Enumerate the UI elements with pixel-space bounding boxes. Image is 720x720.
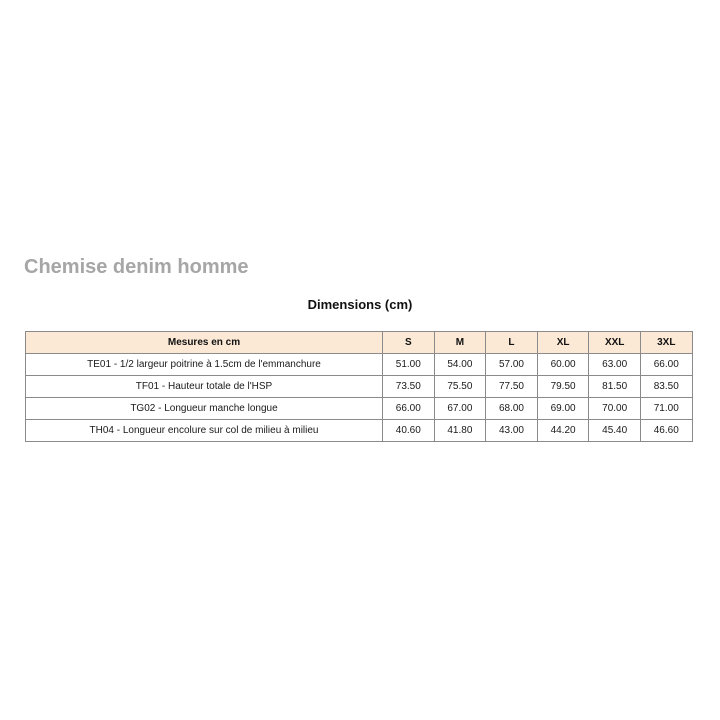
column-header-size: XL — [537, 332, 589, 354]
table-cell: 41.80 — [434, 420, 486, 442]
row-label: TH04 - Longueur encolure sur col de milieu à milieu — [26, 420, 383, 442]
table-cell: 40.60 — [383, 420, 435, 442]
table-cell: 77.50 — [486, 376, 538, 398]
table-cell: 57.00 — [486, 354, 538, 376]
table-cell: 70.00 — [589, 398, 641, 420]
row-label: TG02 - Longueur manche longue — [26, 398, 383, 420]
table-cell: 68.00 — [486, 398, 538, 420]
table-cell: 69.00 — [537, 398, 589, 420]
table-cell: 44.20 — [537, 420, 589, 442]
page-title: Chemise denim homme — [24, 256, 249, 278]
table-cell: 45.40 — [589, 420, 641, 442]
table-cell: 83.50 — [640, 376, 692, 398]
table-cell: 66.00 — [640, 354, 692, 376]
column-header-size: L — [486, 332, 538, 354]
row-label: TE01 - 1/2 largeur poitrine à 1.5cm de l'emmanchure — [26, 354, 383, 376]
table-caption: Dimensions (cm) — [307, 297, 413, 312]
table-cell: 63.00 — [589, 354, 641, 376]
table-cell: 73.50 — [383, 376, 435, 398]
table-cell: 66.00 — [383, 398, 435, 420]
column-header-size: XXL — [589, 332, 641, 354]
table-row — [26, 376, 693, 398]
table-row — [26, 398, 693, 420]
column-header-size: 3XL — [640, 332, 692, 354]
table-cell: 79.50 — [537, 376, 589, 398]
size-table — [25, 331, 693, 442]
table-cell: 75.50 — [434, 376, 486, 398]
table-row — [26, 354, 693, 376]
column-header-size: M — [434, 332, 486, 354]
column-header-size: S — [383, 332, 435, 354]
table-cell: 60.00 — [537, 354, 589, 376]
table-cell: 43.00 — [486, 420, 538, 442]
row-label: TF01 - Hauteur totale de l'HSP — [26, 376, 383, 398]
table-cell: 71.00 — [640, 398, 692, 420]
table-cell: 67.00 — [434, 398, 486, 420]
table-header-row — [26, 332, 693, 354]
table-cell: 81.50 — [589, 376, 641, 398]
table-cell: 51.00 — [383, 354, 435, 376]
table-row — [26, 420, 693, 442]
column-header-measures: Mesures en cm — [26, 332, 383, 354]
table-cell: 46.60 — [640, 420, 692, 442]
table-cell: 54.00 — [434, 354, 486, 376]
